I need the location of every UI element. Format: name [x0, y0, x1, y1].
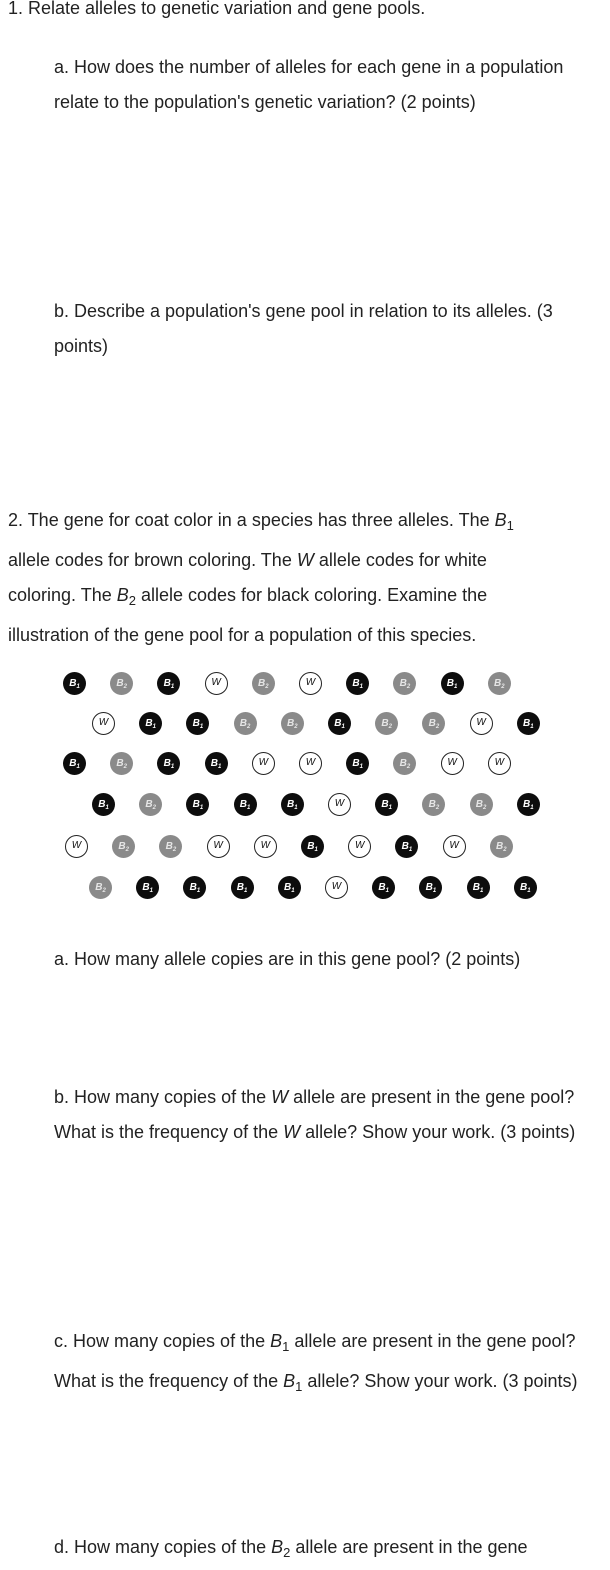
allele-dot-b2: $B_2$ [470, 793, 493, 816]
allele-dot-w: W [254, 835, 277, 858]
question-2b-text [54, 1080, 604, 1150]
question-2c-text [54, 1324, 604, 1404]
allele-dot-b1: $B_1$ [281, 793, 304, 816]
allele-dot-b1: $B_1$ [157, 752, 180, 775]
q2c-text-2: allele are present in the gene pool? What is the frequency of the [54, 1331, 576, 1391]
question-1a [54, 50, 594, 120]
allele-dot-b1: $B_1$ [467, 876, 490, 899]
question-2b [54, 1080, 604, 1150]
question-1a-text: a. How does the number of alleles for each gene in a population relate to the population's genetic variation? (2 points) [54, 57, 564, 112]
q2c-allele-b1: B [270, 1331, 283, 1351]
allele-dot-b1: $B_1$ [186, 793, 209, 816]
allele-dot-b2: $B_2$ [159, 835, 182, 858]
question-1b [54, 294, 610, 364]
allele-dot-b2: $B_2$ [110, 752, 133, 775]
q2c-allele-b1-sub-2: 1 [295, 1379, 303, 1394]
allele-dot-b1: $B_1$ [183, 876, 206, 899]
allele-dot-b2: $B_2$ [139, 793, 162, 816]
allele-b1-subscript: 1 [506, 518, 514, 533]
q2c-text-3: allele? Show your work. (3 points) [302, 1371, 578, 1391]
allele-dot-w: W [92, 712, 115, 735]
allele-w-letter: W [296, 550, 314, 570]
q2b-text-1: b. How many copies of the [54, 1087, 272, 1107]
allele-dot-b1: $B_1$ [372, 876, 395, 899]
allele-dot-b1: $B_1$ [346, 752, 369, 775]
allele-dot-b2: $B_2$ [393, 752, 416, 775]
allele-dot-w: W [441, 752, 464, 775]
q2d-allele-b2-sub: 2 [283, 1545, 291, 1560]
allele-dot-w: W [348, 835, 371, 858]
allele-dot-w: W [325, 876, 348, 899]
allele-dot-b2: $B_2$ [422, 793, 445, 816]
allele-b1-letter: B [494, 510, 507, 530]
allele-dot-b1: $B_1$ [441, 672, 464, 695]
allele-dot-w: W [488, 752, 511, 775]
allele-dot-w: W [207, 835, 230, 858]
intro-text-1: 2. The gene for coat color in a species has three alleles. The [8, 510, 495, 530]
question-1 [8, 0, 608, 26]
question-1b-text: b. Describe a population's gene pool in relation to its alleles. (3 points) [54, 301, 553, 356]
allele-b2-letter: B [116, 585, 129, 605]
question-2-intro [8, 503, 548, 653]
allele-dot-b1: $B_1$ [157, 672, 180, 695]
allele-dot-w: W [65, 835, 88, 858]
allele-dot-b2: $B_2$ [252, 672, 275, 695]
allele-dot-b2: $B_2$ [89, 876, 112, 899]
question-2a-text: a. How many allele copies are in this gene pool? (2 points) [54, 949, 521, 969]
allele-dot-b1: $B_1$ [92, 793, 115, 816]
allele-dot-b1: $B_1$ [63, 672, 86, 695]
allele-dot-b1: $B_1$ [395, 835, 418, 858]
allele-dot-b1: $B_1$ [139, 712, 162, 735]
allele-dot-w: W [299, 672, 322, 695]
allele-dot-w: W [470, 712, 493, 735]
q2b-allele-w: W [271, 1087, 289, 1107]
allele-dot-b2: $B_2$ [490, 835, 513, 858]
question-2d-text [54, 1530, 604, 1570]
allele-dot-b2: $B_2$ [422, 712, 445, 735]
allele-dot-b2: $B_2$ [375, 712, 398, 735]
intro-text-2: allele codes for brown coloring. The [8, 550, 297, 570]
intro-text-3: allele codes for white coloring. The [8, 550, 487, 605]
question-1-title: 1. Relate alleles to genetic variation and gene pools. [8, 0, 426, 18]
q2c-allele-b1-sub: 1 [282, 1339, 290, 1354]
q2c-allele-b1-2: B [283, 1371, 296, 1391]
allele-dot-b1: $B_1$ [346, 672, 369, 695]
intro-text-4: allele codes for black coloring. Examine the illustration of the gene pool for a population of this species. [8, 585, 488, 645]
q2b-text-3: allele? Show your work. (3 points) [300, 1122, 576, 1142]
allele-dot-b1: $B_1$ [419, 876, 442, 899]
allele-dot-b1: $B_1$ [517, 793, 540, 816]
allele-dot-b2: $B_2$ [234, 712, 257, 735]
allele-dot-b1: $B_1$ [328, 712, 351, 735]
allele-b2-subscript: 2 [128, 593, 136, 608]
q2b-text-2: allele are present in the gene pool? What is the frequency of the [54, 1087, 575, 1142]
allele-dot-b1: $B_1$ [63, 752, 86, 775]
q2d-text-1: d. How many copies of the [54, 1537, 272, 1557]
allele-dot-w: W [205, 672, 228, 695]
question-2a [54, 942, 604, 977]
allele-dot-w: W [252, 752, 275, 775]
allele-dot-w: W [443, 835, 466, 858]
q2d-text-2: allele are present in the gene [290, 1537, 528, 1557]
allele-dot-b2: $B_2$ [393, 672, 416, 695]
allele-dot-b1: $B_1$ [231, 876, 254, 899]
allele-dot-b2: $B_2$ [488, 672, 511, 695]
allele-dot-b1: $B_1$ [301, 835, 324, 858]
question-2 [8, 503, 548, 653]
question-2c [54, 1324, 604, 1404]
allele-dot-w: W [328, 793, 351, 816]
allele-dot-b1: $B_1$ [514, 876, 537, 899]
allele-dot-b1: $B_1$ [186, 712, 209, 735]
q2d-allele-b2: B [271, 1537, 284, 1557]
allele-dot-b1: $B_1$ [278, 876, 301, 899]
allele-dot-b1: $B_1$ [517, 712, 540, 735]
allele-dot-b2: $B_2$ [112, 835, 135, 858]
allele-dot-b1: $B_1$ [205, 752, 228, 775]
allele-dot-w: W [299, 752, 322, 775]
q2b-allele-w-2: W [283, 1122, 301, 1142]
allele-dot-b1: $B_1$ [136, 876, 159, 899]
allele-dot-b2: $B_2$ [281, 712, 304, 735]
allele-dot-b1: $B_1$ [234, 793, 257, 816]
allele-dot-b1: $B_1$ [375, 793, 398, 816]
allele-dot-b2: $B_2$ [110, 672, 133, 695]
q2c-text-1: c. How many copies of the [54, 1331, 271, 1351]
question-2d [54, 1530, 604, 1570]
